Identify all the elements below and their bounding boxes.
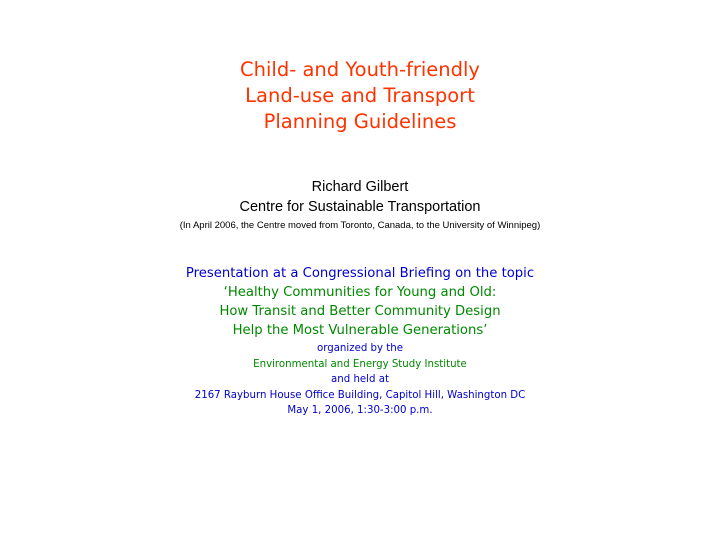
- presentation-topic-line-1: ‘Healthy Communities for Young and Old:: [223, 285, 497, 300]
- held-at-label: and held at: [331, 374, 389, 386]
- organizer-institute: Environmental and Energy Study Institute: [253, 358, 467, 370]
- presentation-topic-line-2: How Transit and Better Community Design: [219, 304, 501, 319]
- author-organization: Centre for Sustainable Transportation: [239, 199, 481, 215]
- presentation-topic-line-3: Help the Most Vulnerable Generations’: [232, 323, 488, 338]
- presentation-date: May 1, 2006, 1:30-3:00 p.m.: [287, 405, 433, 417]
- presentation-location: 2167 Rayburn House Office Building, Capitol Hill, Washington DC: [194, 389, 526, 401]
- author-note: (In April 2006, the Centre moved from Toronto, Canada, to the University of Winnipeg): [179, 220, 541, 231]
- author-block: [0, 177, 720, 234]
- title-line-1: Child- and Youth-friendly: [240, 58, 480, 81]
- presentation-block: [0, 264, 720, 419]
- title-line-2: Land-use and Transport: [245, 84, 475, 107]
- organized-by-label: organized by the: [316, 343, 403, 354]
- slide-title: [0, 57, 720, 135]
- author-name: Richard Gilbert: [311, 179, 409, 195]
- presentation-intro: Presentation at a Congressional Briefing on the topic: [185, 266, 535, 281]
- title-line-3: Planning Guidelines: [263, 110, 457, 133]
